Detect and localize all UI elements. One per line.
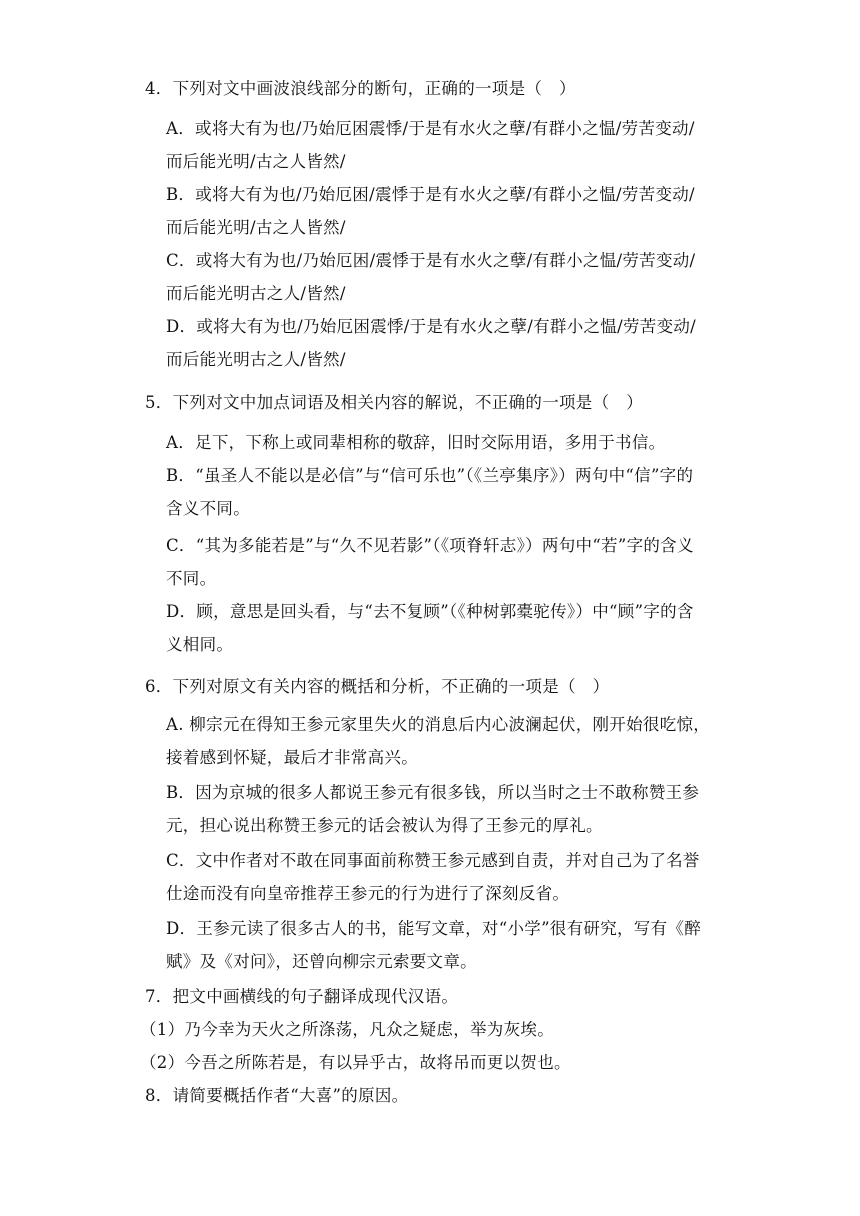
- question-6-option-b-line-2: 元，担心说出称赞王参元的话会被认为得了王参元的厚礼。: [166, 816, 603, 835]
- question-4-option-c-line-1: C．或将大有为也/乃始厄困/震悸于是有水火之孽/有群小之愠/劳苦变动/: [166, 251, 696, 270]
- question-6-option-b-line-1: B．因为京城的很多人都说王参元有很多钱，所以当时之士不敢称赞王参: [166, 783, 700, 802]
- question-5-option-d-line-2: 义相同。: [166, 635, 234, 654]
- question-6-option-d-line-2: 赋》及《对问》，还曾向柳宗元索要文章。: [166, 952, 477, 971]
- question-4-option-b-line-2: 而后能光明/古之人皆然/: [166, 218, 346, 237]
- question-4-option-d-line-1: D．或将大有为也/乃始厄困震悸/于是有水火之孽/有群小之愠/劳苦变动/: [166, 317, 697, 336]
- question-4-stem: 4．下列对文中画波浪线部分的断句，正确的一项是（ ）: [145, 79, 576, 98]
- question-6-option-a-line-1: A. 柳宗元在得知王参元家里失火的消息后内心波澜起伏，刚开始很吃惊，: [166, 715, 711, 734]
- question-4-option-a-line-1: A．或将大有为也/乃始厄困震悸/于是有水火之孽/有群小之愠/劳苦变动/: [166, 119, 695, 138]
- question-4-option-b-line-1: B．或将大有为也/乃始厄困/震悸于是有水火之孽/有群小之愠/劳苦变动/: [166, 185, 695, 204]
- question-7-item-1: （1）乃今幸为天火之所涤荡，凡众之疑虑，举为灰埃。: [140, 1020, 554, 1039]
- question-8-stem: 8．请简要概括作者“大喜”的原因。: [145, 1086, 409, 1105]
- question-5-stem: 5．下列对文中加点词语及相关内容的解说，不正确的一项是（ ）: [145, 393, 643, 412]
- question-5-option-c-line-2: 不同。: [166, 569, 217, 588]
- question-4-option-d-line-2: 而后能光明古之人/皆然/: [166, 350, 346, 369]
- question-6-option-d-line-1: D．王参元读了很多古人的书，能写文章，对“小学”很有研究，写有《醉: [166, 919, 701, 938]
- question-5-option-a: A．足下，下称上或同辈相称的敬辞，旧时交际用语，多用于书信。: [166, 433, 666, 452]
- question-5-option-b-line-1: B．“虽圣人不能以是必信”与“信可乐也”（《兰亭集序》）两句中“信”字的: [166, 466, 694, 485]
- question-6-option-c-line-2: 仕途而没有向皇帝推荐王参元的行为进行了深刻反省。: [166, 884, 570, 903]
- question-5-option-d-line-1: D．顾，意思是回头看，与“去不复顾”（《种树郭橐驼传》）中“顾”字的含: [166, 602, 694, 621]
- question-7-stem: 7．把文中画横线的句子翻译成现代汉语。: [145, 987, 459, 1006]
- question-6-stem: 6．下列对原文有关内容的概括和分析，不正确的一项是（ ）: [145, 677, 610, 696]
- question-6-option-a-line-2: 接着感到怀疑，最后才非常高兴。: [166, 748, 418, 767]
- question-6-option-c-line-1: C．文中作者对不敢在同事面前称赞王参元感到自责，并对自己为了名誉: [166, 851, 700, 870]
- question-7-item-2: （2）今吾之所陈若是，有以异乎古，故将吊而更以贺也。: [140, 1053, 571, 1072]
- question-5-option-b-line-2: 含义不同。: [166, 499, 250, 518]
- question-4-option-c-line-2: 而后能光明古之人/皆然/: [166, 284, 346, 303]
- question-4-option-a-line-2: 而后能光明/古之人皆然/: [166, 152, 346, 171]
- question-5-option-c-line-1: C．“其为多能若是”与“久不见若影”（《项脊轩志》）两句中“若”字的含义: [166, 536, 694, 555]
